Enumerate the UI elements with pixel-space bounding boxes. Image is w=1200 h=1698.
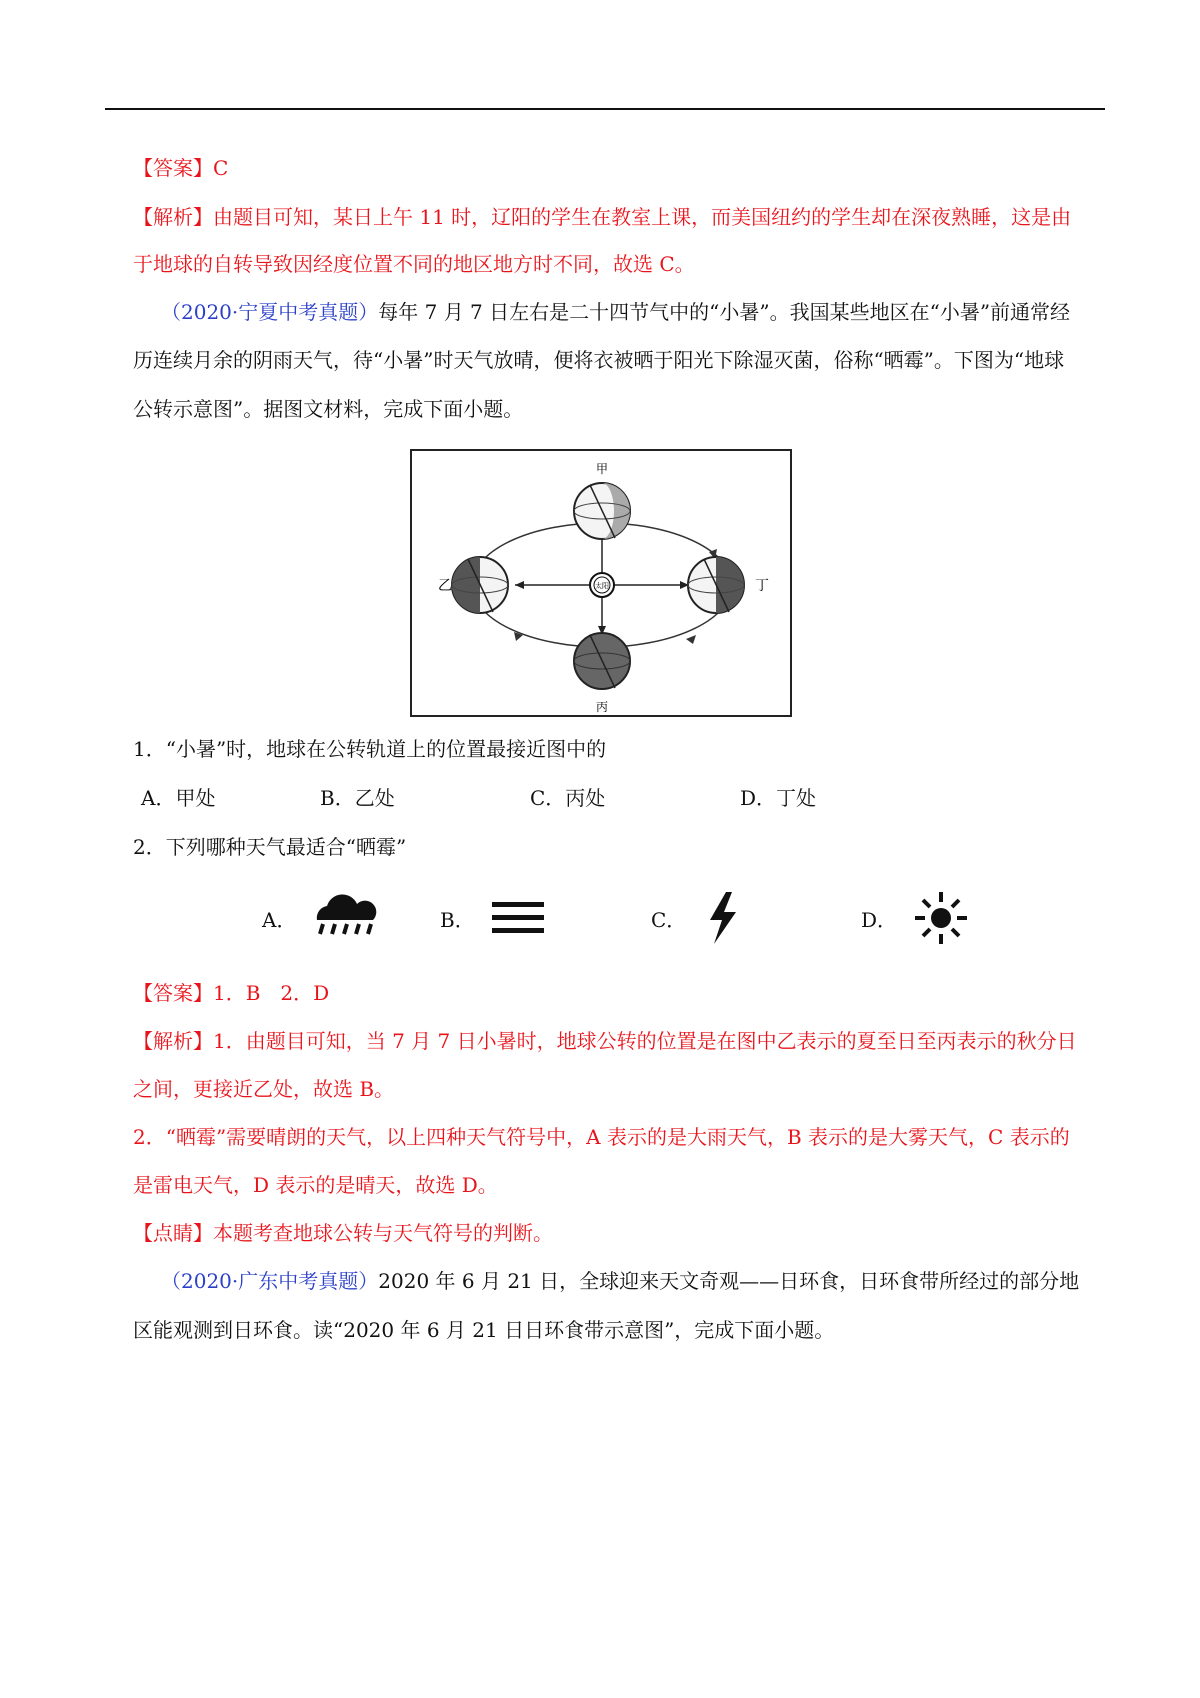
label-sun: 太阳 [595, 582, 609, 590]
q1-option-c: C．丙处 [530, 786, 606, 810]
comment-tag: 【点睛】 [133, 1221, 213, 1245]
q2-option-b-label: B． [440, 908, 475, 932]
analysis-line-3 [133, 1027, 1077, 1055]
question-1-stem: 1．“小暑”时，地球在公转轨道上的位置最接近图中的 [133, 737, 607, 761]
analysis-text: 由题目可知，某日上午 11 时，辽阳的学生在教室上课，而美国纽约的学生却在深夜熟睡，这是由 [213, 205, 1072, 229]
question-source: （2020·宁夏中考真题） [161, 300, 379, 324]
thunder-icon [702, 890, 742, 950]
sunny-icon [912, 890, 970, 950]
analysis-line-4: 之间，更接近乙处，故选 B。 [133, 1077, 395, 1101]
analysis-line-1 [133, 203, 1071, 231]
q2-option-d-label: D． [861, 908, 898, 932]
question-intro-line-2: 历连续月余的阴雨天气，待“小暑”时天气放晴，便将衣被晒于阳光下除湿灭菌，俗称“晒霉”。下图为“地球 [133, 348, 1065, 372]
question-intro-gd-line-1 [161, 1267, 1079, 1295]
fog-icon [490, 898, 546, 942]
q2-option-a-label: A． [262, 908, 297, 932]
label-jia: 甲 [596, 462, 609, 476]
answer-tag: 【答案】 [133, 156, 213, 180]
analysis-tag: 【解析】 [133, 205, 213, 229]
q1-option-a: A．甲处 [141, 786, 216, 810]
heavy-rain-icon [313, 890, 379, 946]
question-intro-text: 2020 年 6 月 21 日，全球迎来天文奇观——日环食，日环食带所经过的部分地 [378, 1269, 1080, 1293]
q1-option-b: B．乙处 [320, 786, 395, 810]
analysis-line-2: 于地球的自转导致因经度位置不同的地区地方时不同，故选 C。 [133, 252, 695, 276]
analysis-line-5: 2．“晒霉”需要晴朗的天气，以上四种天气符号中，A 表示的是大雨天气，B 表示的是大雾天气，C 表示的 [133, 1125, 1070, 1149]
question-intro-line-1 [161, 298, 1070, 326]
question-source: （2020·广东中考真题） [161, 1269, 379, 1293]
label-ding: 丁 [755, 578, 769, 594]
question-intro-gd-line-2: 区能观测到日环食。读“2020 年 6 月 21 日日环食带示意图”，完成下面小题。 [133, 1318, 835, 1342]
comment-line [133, 1219, 553, 1247]
answer-line-1 [133, 154, 228, 182]
label-yi: 乙 [438, 578, 452, 594]
analysis-text: 1．由题目可知，当 7 月 7 日小暑时，地球公转的位置是在图中乙表示的夏至日至丙表示的秋分日 [213, 1029, 1077, 1053]
answer-value: C [213, 156, 229, 180]
answer-value: 1．B 2．D [213, 981, 330, 1005]
q2-option-c-label: C． [651, 908, 687, 932]
earth-revolution-figure [410, 449, 792, 717]
label-bing: 丙 [596, 700, 609, 714]
question-intro-line-3: 公转示意图”。据图文材料，完成下面小题。 [133, 397, 524, 421]
analysis-tag: 【解析】 [133, 1029, 213, 1053]
comment-text: 本题考查地球公转与天气符号的判断。 [213, 1221, 553, 1245]
question-2-stem: 2．下列哪种天气最适合“晒霉” [133, 835, 407, 859]
question-intro-text: 每年 7 月 7 日左右是二十四节气中的“小暑”。我国某些地区在“小暑”前通常经 [378, 300, 1071, 324]
answer-line-2 [133, 979, 329, 1007]
answer-tag: 【答案】 [133, 981, 213, 1005]
analysis-line-6: 是雷电天气，D 表示的是晴天，故选 D。 [133, 1173, 498, 1197]
top-rule [105, 108, 1105, 110]
q1-option-d: D．丁处 [740, 786, 817, 810]
